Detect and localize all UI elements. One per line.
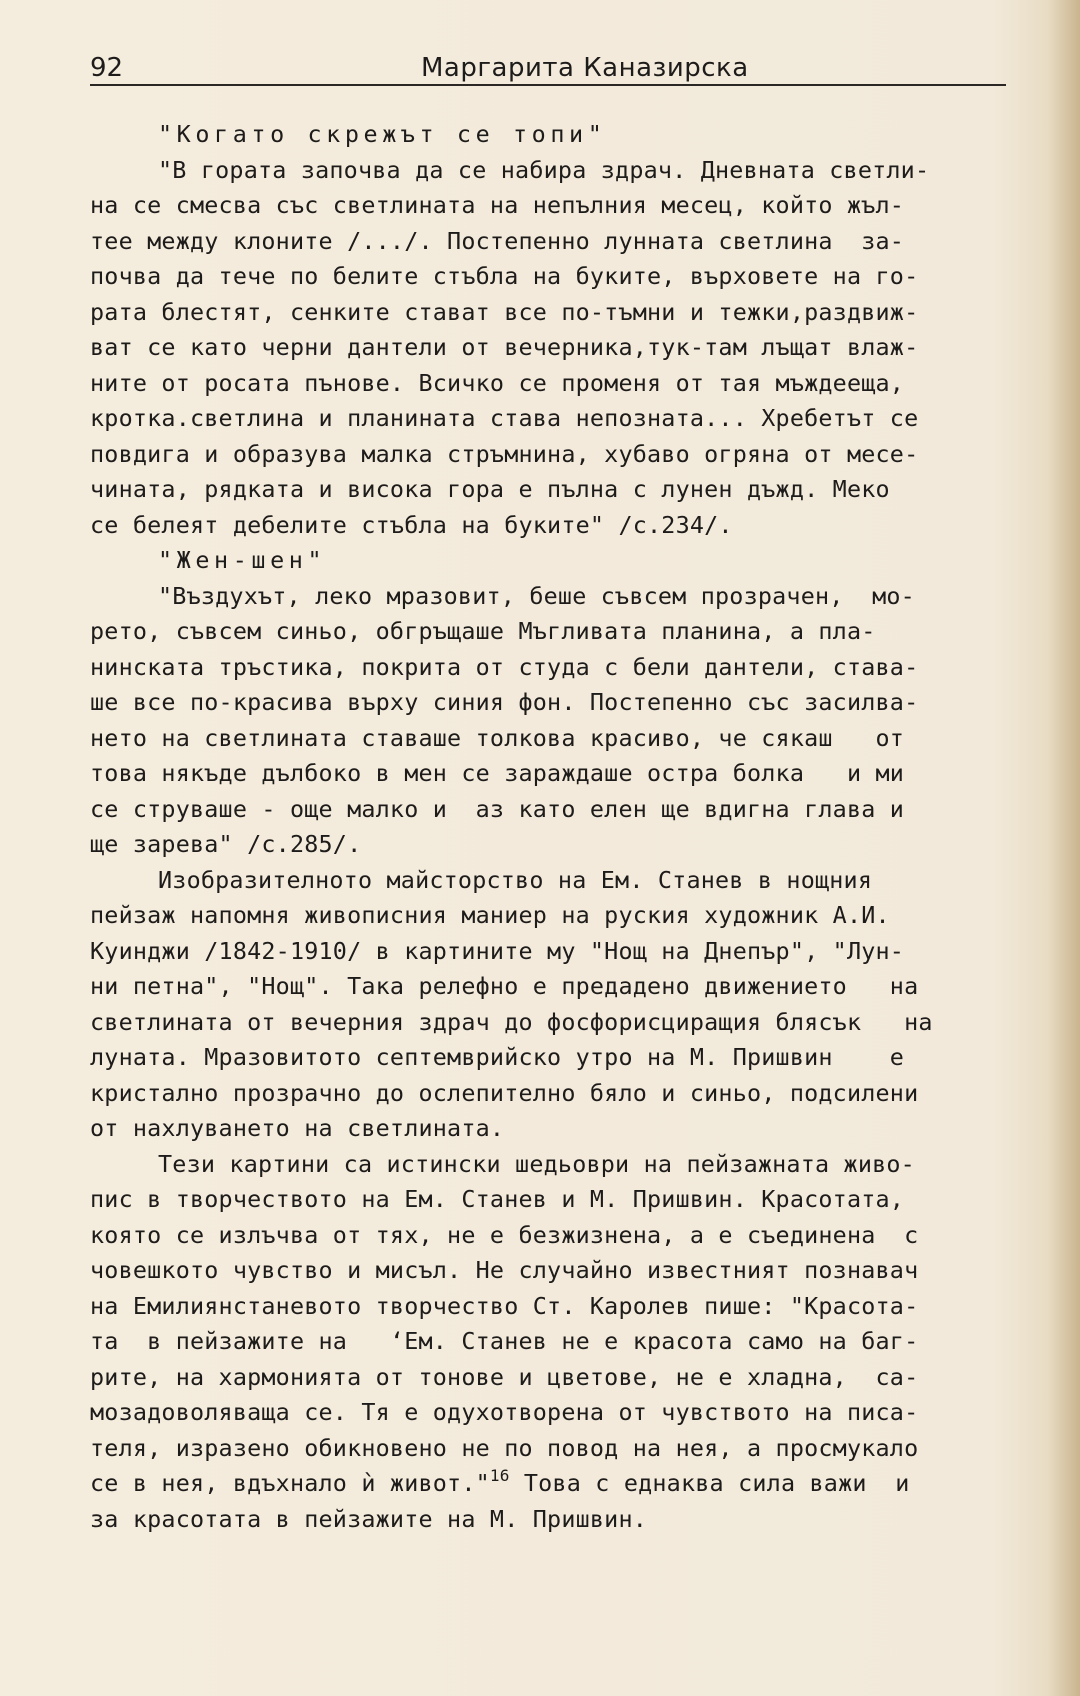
- page-header: [90, 48, 1006, 86]
- text-line: ните от росата пънове. Всичко се променя от тая мъждееща,: [90, 368, 905, 397]
- text-line: това някъде дълбоко в мен се зараждаше остра болка и ми: [90, 759, 905, 787]
- text-line-with-footnote: [90, 1466, 1020, 1502]
- text-line: мозадоволяваща се. Тя е одухотворена от чувството на писа-: [90, 1398, 919, 1426]
- text-line: почва да тече по белите стъбла на буките, върховете на го-: [90, 262, 919, 290]
- text-line: която се излъчва от тях, не е безжизнена, а е съединена с: [90, 1220, 919, 1249]
- text-line: ще зарева" /с.285/.: [90, 830, 362, 858]
- text-line: рите, на хармонията от тонове и цветове, не е хладна, са-: [90, 1362, 919, 1391]
- text-line: се белеят дебелите стъбла на буките" /с.234/.: [90, 510, 733, 539]
- running-title: Маргарита Каназирска: [421, 53, 749, 83]
- text-line: рата блестят, сенките стават все по-тъмни и тежки,раздвиж-: [90, 297, 919, 326]
- text-segment: Това с еднаква сила важи и: [509, 1469, 910, 1497]
- text-line: човешкото чувство и мисъл. Не случайно известният познавач: [90, 1256, 919, 1284]
- text-line: нинската тръстика, покрита от студа с бели дантели, става-: [90, 652, 919, 681]
- text-segment: се в нея, вдъхнало ѝ живот.": [90, 1469, 490, 1497]
- page-body: [90, 117, 1020, 1537]
- text-line: "Въздухът, леко мразовит, беше съвсем прозрачен, мо-: [158, 581, 915, 610]
- text-line: Куинджи /1842-1910/ в картините му "Нощ на Днепър", "Лун-: [90, 936, 905, 965]
- text-line: Изобразителното майсторство на Ем. Станев в нощния: [158, 865, 873, 894]
- text-line: "В гората започва да се набира здрач. Дневната светли-: [158, 155, 930, 184]
- text-line: на се смесва със светлината на непълния месец, който жъл-: [90, 191, 905, 219]
- text-line: на Емилиянстаневото творчество Ст. Каролев пише: "Красота-: [90, 1291, 919, 1320]
- text-line: пис в творчеството на Ем. Станев и М. Пришвин. Красотата,: [90, 1185, 905, 1213]
- text-line: нето на светлината ставаше толкова красиво, че сякаш от: [90, 723, 905, 752]
- text-line: ше все по-красива върху синия фон. Постепенно със засилва-: [90, 688, 919, 716]
- text-line: от нахлуването на светлината.: [90, 1114, 505, 1142]
- text-line: чината, рядката и висока гора е пълна с лунен дъжд. Меко: [90, 475, 890, 503]
- text-line: повдига и образува малка стръмнина, хубаво огряна от месе-: [90, 439, 919, 468]
- text-line: рето, съвсем синьо, обгръщаше Мъгливата планина, а пла-: [90, 617, 876, 645]
- text-line: Тези картини са истински шедьоври на пейзажната живо-: [158, 1149, 915, 1178]
- quote-heading-1: "Когато скрежът се топи": [158, 120, 607, 148]
- text-line: за красотата в пейзажите на М. Пришвин.: [90, 1504, 648, 1533]
- text-line: ни петна", "Нощ". Така релефно е предадено движението на: [90, 972, 919, 1000]
- footnote-reference[interactable]: 16: [489, 1466, 510, 1485]
- text-line: кротка.светлина и планината става непозната... Хребетът се: [90, 404, 919, 432]
- text-line: кристално прозрачно до ослепително бяло и синьо, подсилени: [90, 1078, 919, 1107]
- text-line: луната. Мразовитото септемврийско утро на М. Пришвин е: [90, 1043, 905, 1071]
- quote-heading-2: "Жен-шен": [158, 546, 327, 574]
- text-line: се струваше - още малко и аз като елен ще вдигна глава и: [90, 794, 905, 823]
- text-line: та в пейзажите на ‘Ем. Станев не е красота само на баг-: [90, 1327, 919, 1355]
- text-line: пейзаж напомня живописния маниер на руския художник А.И.: [90, 901, 890, 929]
- text-line: тее между клоните /.../. Постепенно лунната светлина за-: [90, 226, 905, 255]
- text-line: ват се като черни дантели от вечерника,тук-там лъщат влаж-: [90, 333, 919, 361]
- text-line: теля, изразено обикновено не по повод на нея, а просмукало: [90, 1433, 919, 1462]
- page-number: 92: [90, 53, 124, 83]
- text-line: светлината от вечерния здрач до фосфорисциращия блясък на: [90, 1007, 933, 1036]
